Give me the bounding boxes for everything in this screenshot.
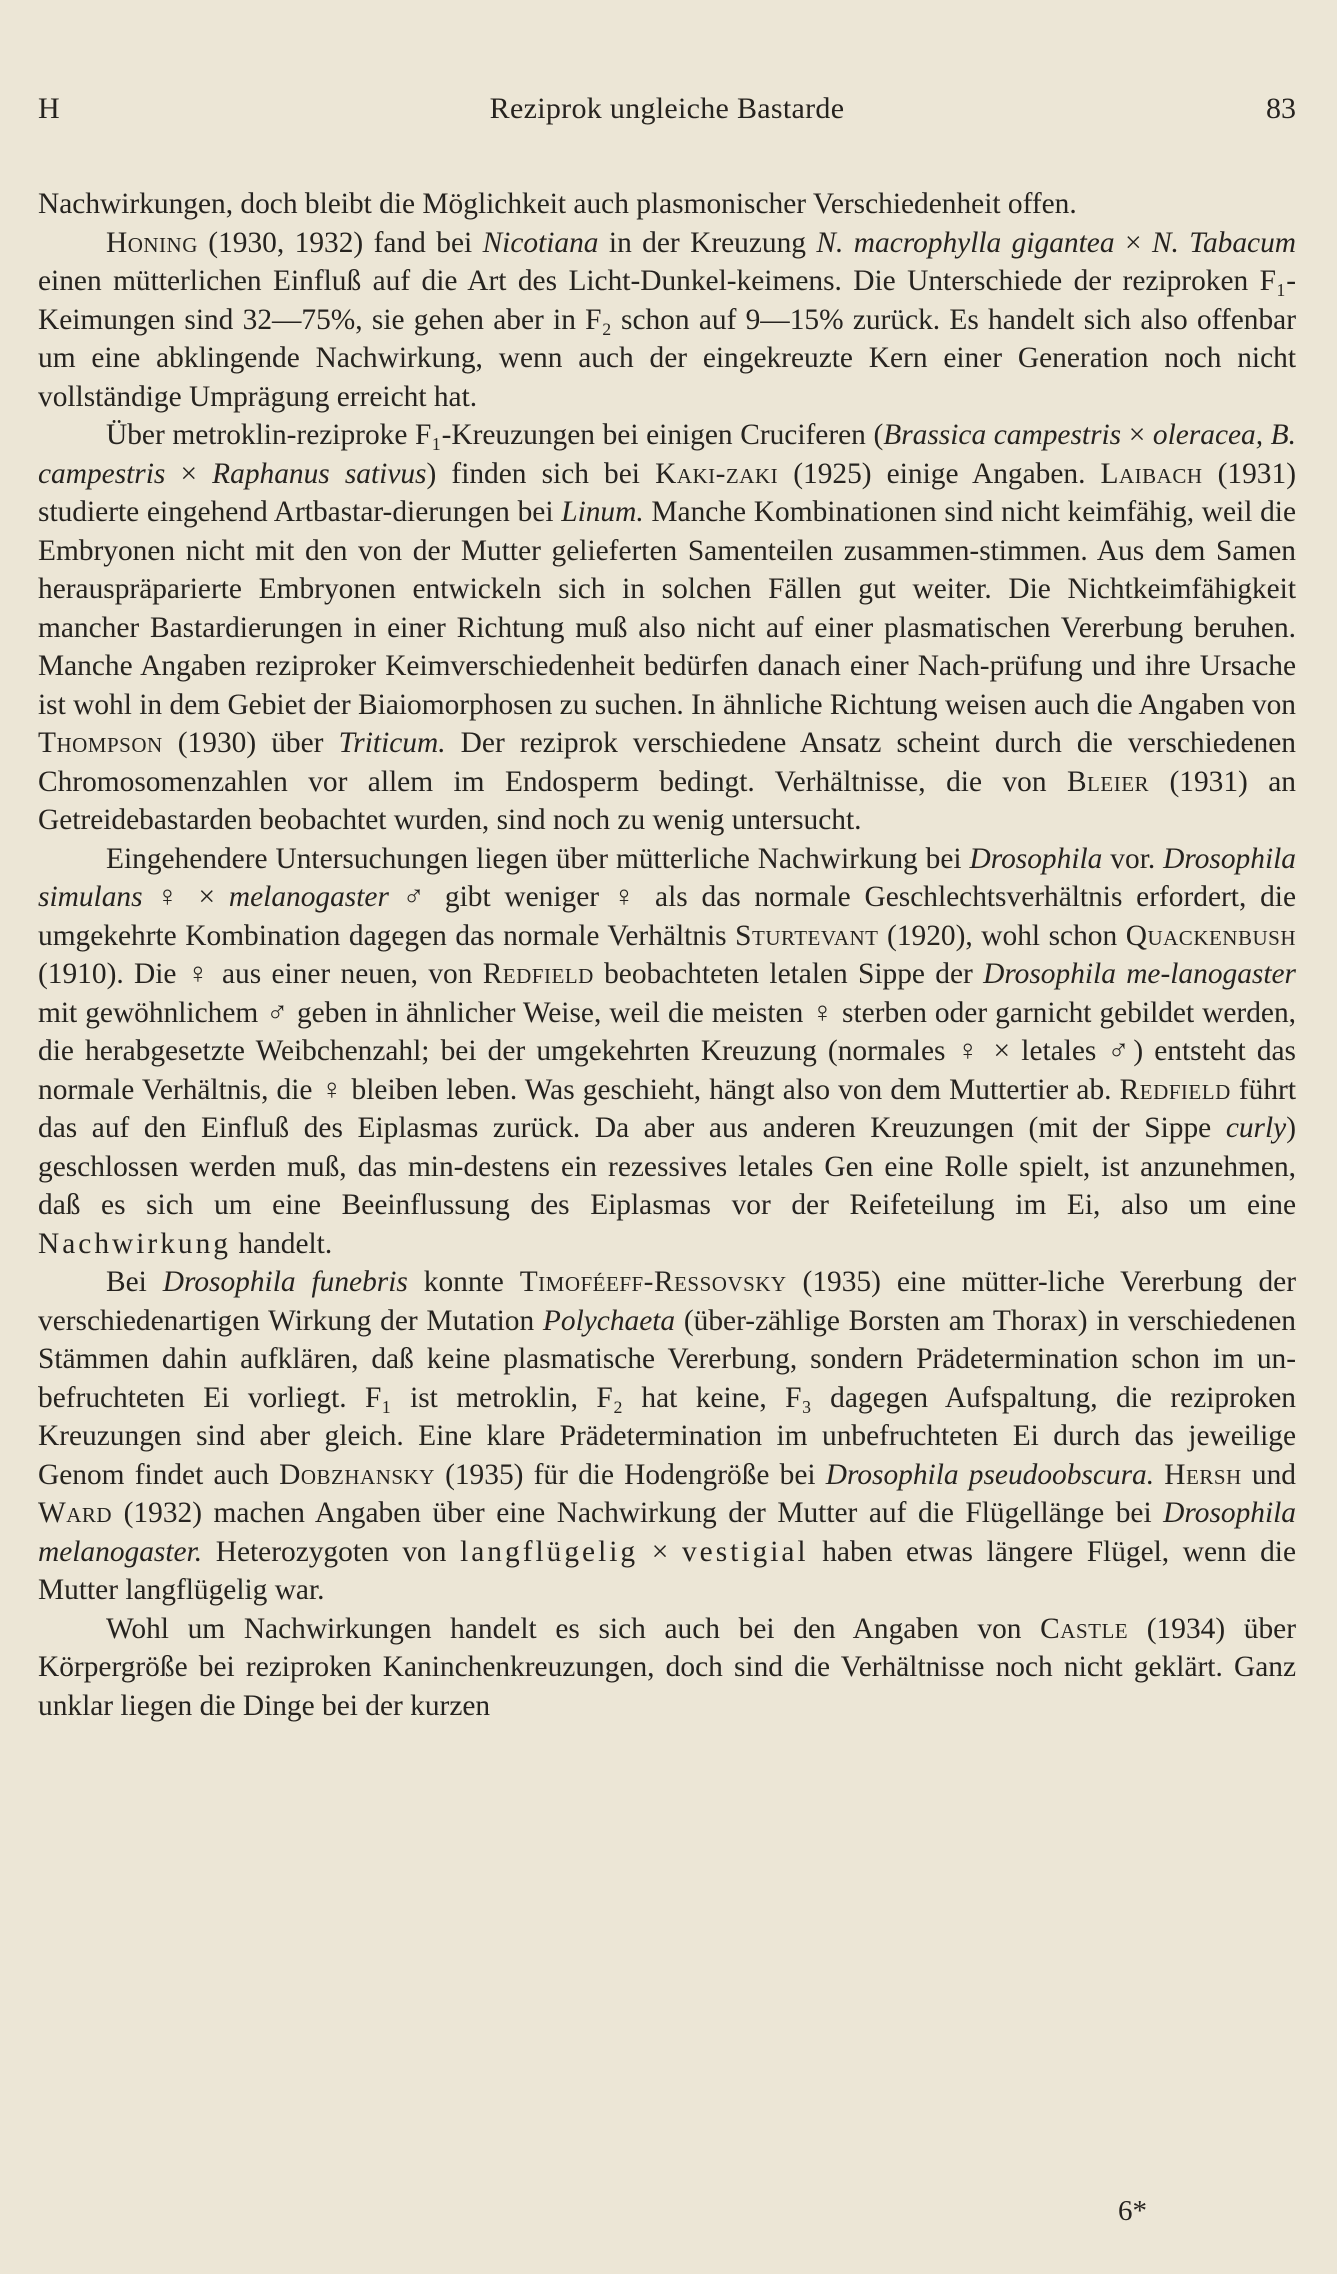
text-run: (1930) über [162, 727, 339, 759]
text-run: und [1241, 1458, 1296, 1491]
italic-text: Drosophila pseudoobscura. [825, 1458, 1155, 1491]
author-name: Ward [38, 1497, 113, 1529]
text-run: (1931) studierte eingehend Artbastar-dierungen bei [38, 457, 1296, 528]
text-run: × [1121, 419, 1153, 451]
text-run: (1931) an Getreidebastarden beobachtet wurden, sind noch zu wenig untersucht. [38, 765, 1296, 836]
italic-text: N. macrophylla gigantea [816, 226, 1115, 259]
italic-text: curly [1225, 1112, 1287, 1144]
text-run: (1934) über Körpergröße bei reziproken Kaninchenkreuzungen, doch sind die Verhältnisse noch nicht geklärt. Ganz unklar liegen die Dinge bei der kurzen [38, 1612, 1297, 1722]
text-run: Über metroklin-reziproke F₁-Kreuzungen bei einigen Cruciferen ( [106, 419, 884, 451]
italic-text: melanogaster [228, 881, 389, 913]
text-run: × [1114, 226, 1152, 259]
text-run: × [638, 1535, 682, 1568]
signature-mark: 6* [1118, 2195, 1147, 2227]
text-run: (1935) eine mütter-liche Vererbung der verschiedenartigen Wirkung der Mutation [38, 1266, 1296, 1337]
text-run: ♂ gibt weniger ♀ als das normale Geschlechtsverhältnis erfordert, die umgekehrte Kombination dagegen das normale Verhältnis [38, 881, 1296, 952]
spaced-text: Nachwirkung [38, 1227, 231, 1260]
text-run: Manche Kombinationen sind nicht keimfähig, weil die Embryonen nicht mit den von der Mutter gelieferten Samenteilen zusammen-stimmen. Aus dem Samen herauspräparierte Embryonen entwickeln sich in solchen Fällen gut weiter. Die Nichtkeimfähigkeit mancher Bastardierungen in einer Richtung muß also nicht auf einer plasmatischen Vererbung beruhen. Manche Angaben reziproker Keimverschiedenheit bedürfen danach einer Nach-prüfung und ihre Ursache ist wohl in dem Gebiet der Biaiomorphosen zu suchen. In ähnliche Richtung weisen auch die Angaben von [38, 496, 1296, 721]
text-run: Heterozygoten von [202, 1535, 461, 1568]
text-run: Wohl um Nachwirkungen handelt es sich auch bei den Angaben von [106, 1612, 1041, 1645]
text-run: ) finden sich bei [426, 457, 656, 490]
author-name: Hersh [1164, 1458, 1242, 1491]
text-run: × [165, 457, 213, 490]
text-run: ) geschlossen werden muß, das min-destens ein rezessives letales Gen eine Rolle spielt, ist anzunehmen, daß es sich um eine Beeinflussung des Eiplasmas vor der Reifeteilung im Ei, also um eine [38, 1112, 1296, 1221]
italic-text: Brassica campestris [883, 419, 1122, 451]
paragraph [38, 416, 1296, 840]
text-run: (über-zählige Borsten am Thorax) in verschiedenen Stämmen dahin aufklären, daß keine plasmatische Vererbung, sondern Prädetermination schon im un-befruchteten Ei vorliegt. F₁ ist metroklin, F₂ hat keine, F₃ dagegen Aufspaltung, die reziproken Kreuzungen sind aber gleich. Eine klare Prädetermination im unbefruchteten Ei durch das jeweilige Genom findet auch [38, 1304, 1296, 1491]
author-name: Redfield [1119, 1073, 1231, 1106]
italic-text: Triticum. [338, 727, 446, 759]
page-number: 83 [1266, 92, 1296, 125]
author-name: Bleier [1066, 765, 1150, 798]
author-name: Laibach [1100, 457, 1203, 490]
body-text [38, 185, 1296, 1725]
paragraph [38, 1263, 1296, 1610]
author-name: Sturtevant [735, 919, 879, 952]
paragraph [38, 1610, 1296, 1726]
italic-text: Drosophila funebris [162, 1266, 408, 1298]
text-run: (1925) einige Angaben. [778, 457, 1101, 490]
text-run: Eingehendere Untersuchungen liegen über mütterliche Nachwirkung bei [106, 842, 970, 875]
text-run: konnte [407, 1266, 520, 1298]
text-run: Der reziprok verschiedene Ansatz scheint durch die verschiedenen Chromosomenzahlen vor allem im Endosperm bedingt. Verhältnisse, die von [38, 727, 1296, 798]
spaced-text: vestigial [681, 1535, 809, 1568]
header-title: Reziprok ungleiche Bastarde [489, 92, 845, 125]
italic-text: Linum. [561, 496, 644, 528]
text-run: (1920), wohl schon [878, 919, 1126, 952]
header-section-letter: H [38, 92, 60, 125]
author-name: Honing [106, 226, 198, 259]
text-run: (1930, 1932) fand bei [197, 226, 483, 259]
text-run: (1910). Die ♀ aus einer neuen, von [38, 958, 483, 990]
text-run: beobachteten letalen Sippe der [593, 958, 984, 990]
text-run: (1932) machen Angaben über eine Nachwirkung der Mutter auf die Flügellänge bei [112, 1497, 1164, 1529]
text-run: handelt. [230, 1227, 333, 1260]
text-run: haben etwas längere Flügel, wenn die Mutter langflügelig war. [38, 1535, 1296, 1606]
author-name: Redfield [482, 958, 594, 990]
italic-text: Drosophila me-lanogaster [983, 958, 1296, 990]
text-run [1154, 1459, 1164, 1491]
author-name: Castle [1040, 1612, 1129, 1645]
running-header [38, 92, 1296, 142]
text-run: mit gewöhnlichem ♂ geben in ähnlicher Weise, weil die meisten ♀ sterben oder garnicht gebildet werden, die herabgesetzte Weibchenzahl; bei der umgekehrten Kreuzung (normales ♀ × letales ♂) entsteht das normale Verhältnis, die ♀ bleiben leben. Was geschieht, hängt also von dem Muttertier ab. [38, 996, 1296, 1106]
author-name: Dobzhansky [279, 1458, 435, 1491]
text-run: (1935) für die Hodengröße bei [434, 1458, 826, 1491]
italic-text: Nicotiana [482, 226, 599, 259]
italic-text: Drosophila melanogaster. [38, 1497, 1296, 1568]
text-run: ♀ × [142, 881, 229, 913]
italic-text: N. Tabacum [1151, 226, 1296, 259]
author-name: Thompson [38, 727, 163, 759]
text-run: vor. [1102, 842, 1164, 875]
text-run: einen mütterlichen Einfluß auf die Art des Licht-Dunkel-keimens. Die Unterschiede der reziproken F₁-Keimungen sind 32—75%, sie gehen aber in F₂ schon auf 9—15% zurück. Es handelt sich also offenbar um eine abklingende Nachwirkung, wenn auch der eingekreuzte Kern einer Generation noch nicht vollständige Umprägung erreicht hat. [38, 265, 1296, 413]
italic-text: Drosophila [969, 842, 1103, 875]
italic-text: oleracea, B. campestris [38, 419, 1296, 490]
text-run: führt das auf den Einfluß des Eiplasmas zurück. Da aber aus anderen Kreuzungen (mit der Sippe [38, 1073, 1296, 1144]
text-run: in der Kreuzung [598, 226, 817, 259]
italic-text: Polychaeta [542, 1304, 676, 1337]
paragraph [38, 224, 1296, 417]
text-run: Bei [106, 1266, 163, 1298]
paragraph [38, 185, 1296, 224]
author-name: Quackenbush [1125, 919, 1296, 952]
italic-text: Raphanus sativus [212, 457, 427, 490]
paragraph [38, 840, 1296, 1264]
author-name: Kaki-zaki [655, 457, 779, 490]
spaced-text: langflügelig [460, 1535, 639, 1568]
italic-text: Drosophila simulans [38, 842, 1296, 913]
text-run: Nachwirkungen, doch bleibt die Möglichkeit auch plasmonischer Verschiedenheit offen. [38, 188, 1077, 220]
author-name: Timoféeff-Ressovsky [519, 1266, 787, 1298]
